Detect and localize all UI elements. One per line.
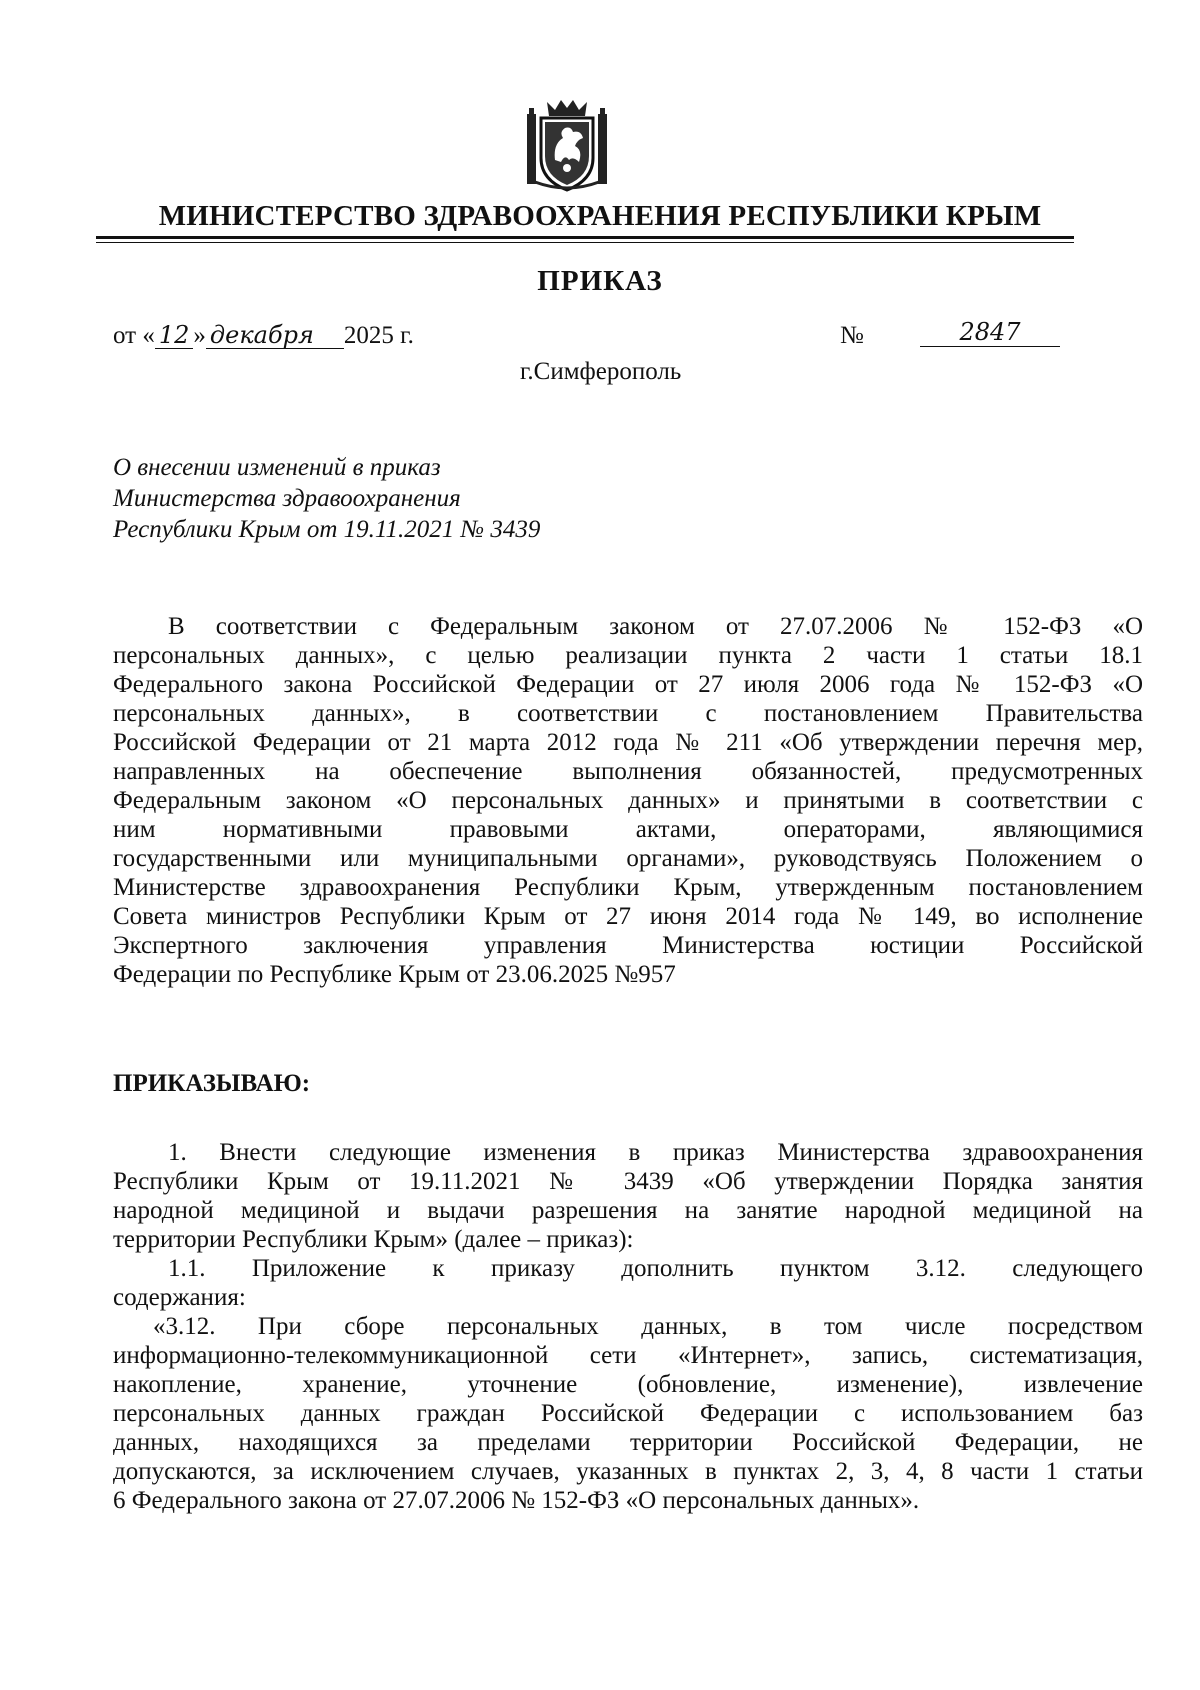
- order-number-handwritten: 2847: [920, 318, 1060, 347]
- item-1-1-paragraph: [113, 1254, 1143, 1312]
- preamble-line: Российской Федерации от 21 марта 2012 года № 211 «Об утверждении перечня мер,: [113, 729, 1143, 756]
- ministry-name: МИНИСТЕРСТВО ЗДРАВООХРАНЕНИЯ РЕСПУБЛИКИ КРЫМ: [158, 200, 1042, 232]
- preamble-line: Экспертного заключения управления Министерства юстиции Российской: [113, 932, 1143, 959]
- subject-line: Министерства здравоохранения: [113, 485, 461, 512]
- preamble-line: ним нормативными правовыми актами, операторами, являющимися: [113, 816, 1143, 843]
- item-3-12-line: информационно-телекоммуникационной сети «Интернет», запись, систематизация,: [113, 1342, 1143, 1369]
- item-1-1-line: 1.1. Приложение к приказу дополнить пунктом 3.12. следующего: [168, 1255, 1143, 1282]
- item-1-1-line: содержания:: [113, 1284, 246, 1311]
- preamble-line: персональных данных», с целью реализации пункта 2 части 1 статьи 18.1: [113, 642, 1143, 669]
- preamble-line: Федеральным законом «О персональных данных» и принятыми в соответствии с: [113, 787, 1143, 814]
- date-year: 2025 г.: [343, 322, 414, 349]
- item-1-paragraph: [113, 1138, 1143, 1254]
- document-type-title: ПРИКАЗ: [537, 265, 663, 297]
- preamble-line: Федерации по Республике Крым от 23.06.2025 №957: [113, 961, 676, 988]
- crimea-coat-of-arms-icon: [525, 96, 609, 196]
- item-1-line: народной медициной и выдачи разрешения на занятие народной медициной на: [113, 1197, 1143, 1224]
- date-month-handwritten: декабря: [206, 322, 344, 349]
- preamble-paragraph: [113, 612, 1143, 989]
- item-1-line: 1. Внести следующие изменения в приказ Министерства здравоохранения: [168, 1139, 1143, 1166]
- preamble-line: В соответствии с Федеральным законом от 27.07.2006 № 152-ФЗ «О: [168, 613, 1143, 640]
- item-3-12-line: «3.12. При сборе персональных данных, в том числе посредством: [153, 1313, 1143, 1340]
- item-3-12-paragraph: [113, 1312, 1143, 1515]
- date-quote-close: »: [193, 322, 206, 349]
- item-3-12-line: допускаются, за исключением случаев, указанных в пунктах 2, 3, 4, 8 части 1 статьи: [113, 1458, 1143, 1485]
- coat-of-arms-emblem: [525, 96, 609, 196]
- preamble-line: государственными или муниципальными органами», руководствуясь Положением о: [113, 845, 1143, 872]
- item-3-12-line: персональных данных граждан Российской Федерации с использованием баз: [113, 1400, 1143, 1427]
- date-prefix: от «: [113, 322, 155, 349]
- header-divider-thin: [96, 242, 1074, 243]
- item-3-12-line: 6 Федерального закона от 27.07.2006 № 152-ФЗ «О персональных данных».: [113, 1487, 920, 1514]
- item-1-line: территории Республики Крым» (далее – приказ):: [113, 1226, 634, 1253]
- order-subject: [113, 452, 540, 545]
- subject-line: Республики Крым от 19.11.2021 № 3439: [113, 516, 541, 543]
- subject-line: О внесении изменений в приказ: [113, 454, 441, 481]
- order-number-label: №: [840, 322, 864, 349]
- preamble-line: Министерстве здравоохранения Республики Крым, утвержденным постановлением: [113, 874, 1143, 901]
- date-line: [113, 322, 414, 350]
- preamble-line: персональных данных», в соответствии с постановлением Правительства: [113, 700, 1143, 727]
- item-1-line: Республики Крым от 19.11.2021 № 3439 «Об утверждении Порядка занятия: [113, 1168, 1143, 1195]
- header-divider-thick: [96, 236, 1074, 239]
- city-name: г.Симферополь: [520, 358, 682, 385]
- preamble-line: направленных на обеспечение выполнения обязанностей, предусмотренных: [113, 758, 1143, 785]
- preamble-line: Федерального закона Российской Федерации от 27 июля 2006 года № 152-ФЗ «О: [113, 671, 1143, 698]
- item-3-12-line: данных, находящихся за пределами территории Российской Федерации, не: [113, 1429, 1143, 1456]
- date-day-handwritten: 12: [155, 322, 194, 349]
- item-3-12-line: накопление, хранение, уточнение (обновление, изменение), извлечение: [113, 1371, 1143, 1398]
- preamble-line: Совета министров Республики Крым от 27 июня 2014 года № 149, во исполнение: [113, 903, 1143, 930]
- order-directive-heading: ПРИКАЗЫВАЮ:: [113, 1070, 311, 1097]
